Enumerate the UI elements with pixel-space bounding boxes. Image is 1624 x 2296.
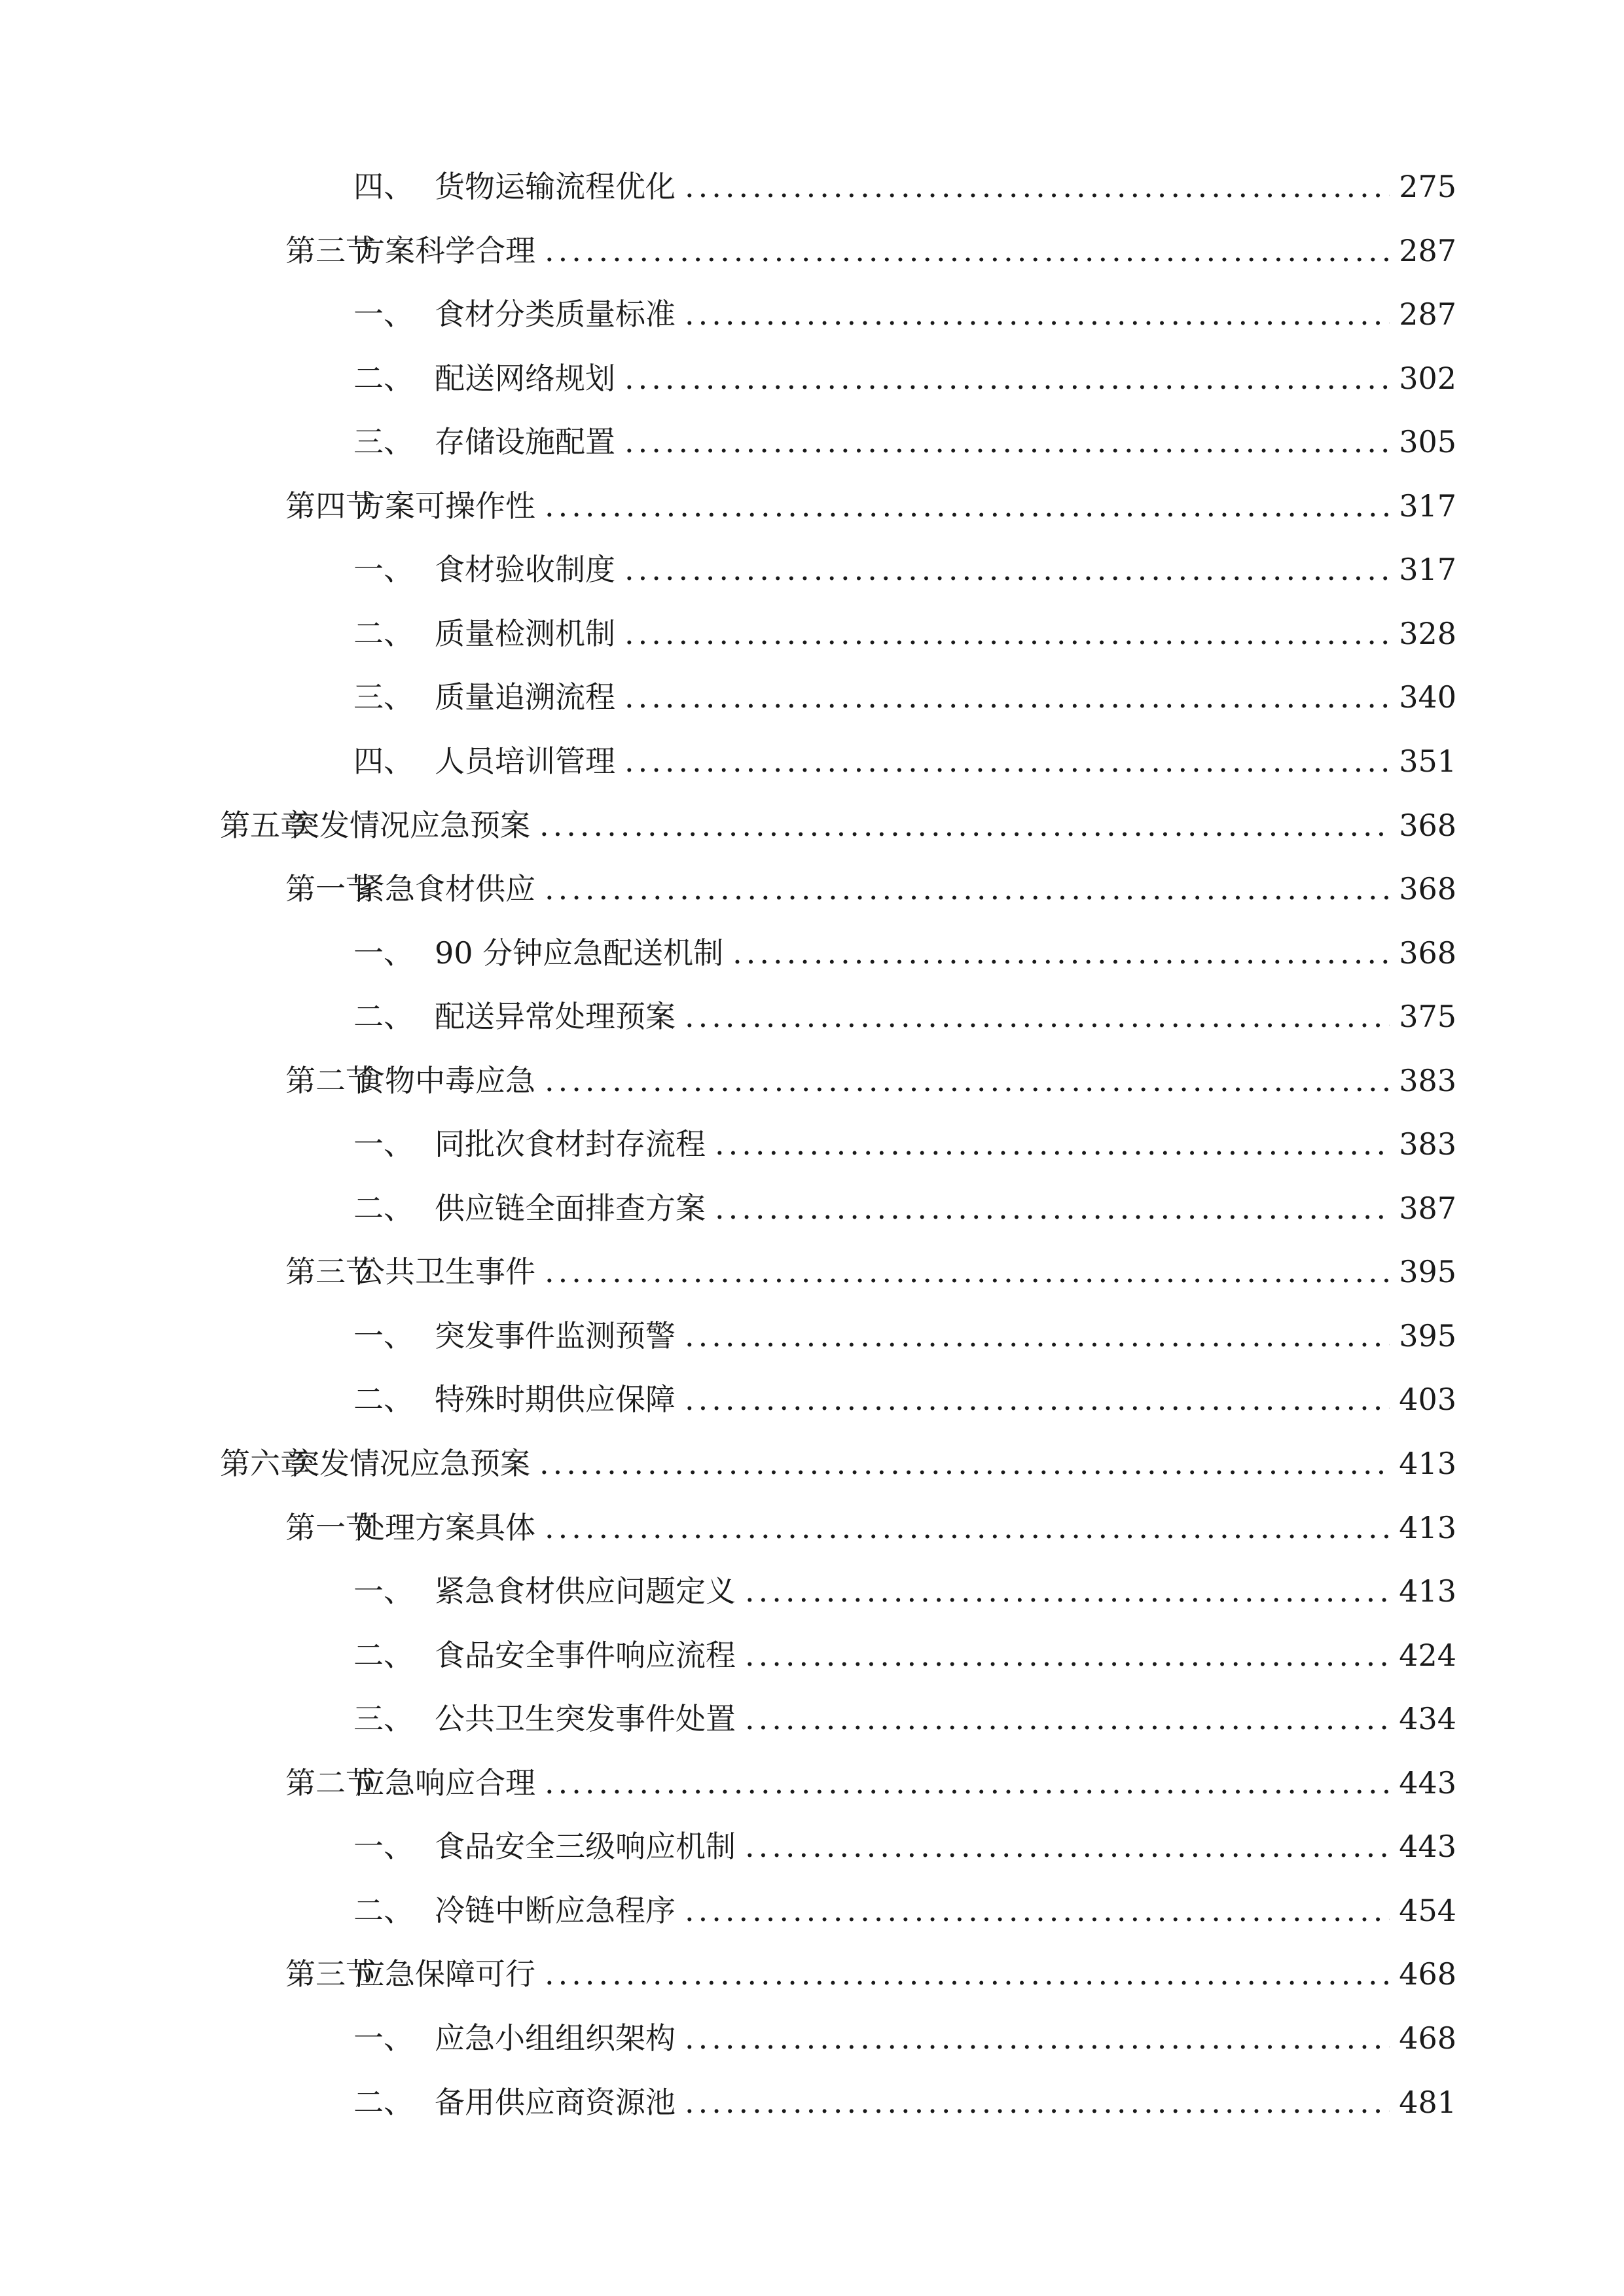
toc-entry-label [353,1001,676,1034]
toc-entry-number: 第三节 [285,1956,376,1992]
toc-entry-number: 一、 [353,1318,414,1354]
toc-entry-label [353,1126,706,1162]
toc-page-number: 468 [1399,1956,1456,1992]
toc-entry-label [285,871,535,907]
toc-entry-title: 紧急食材供应问题定义 [435,1573,736,1609]
toc-entry-label [353,424,615,460]
toc-entry-number: 一、 [353,2020,414,2056]
toc-entry[interactable] [353,1684,1456,1736]
toc-entry-title: 质量追溯流程 [435,679,615,715]
toc-dot-leader [685,2023,1390,2056]
toc-entry[interactable] [220,1429,1456,1481]
toc-page-number: 395 [1399,1318,1456,1354]
toc-entry[interactable] [353,1556,1456,1609]
toc-entry-title: 备用供应商资源池 [435,2084,676,2120]
toc-page-number: 395 [1399,1254,1456,1290]
toc-entry-title: 方案科学合理 [355,232,535,268]
toc-page-number: 328 [1399,615,1456,651]
toc-page-number: 424 [1399,1637,1456,1673]
toc-entry[interactable] [353,1174,1456,1226]
toc-entry[interactable] [285,1748,1456,1801]
toc-entry-number: 三、 [353,679,414,715]
toc-page-number: 302 [1399,360,1456,396]
toc-dot-leader [545,491,1390,524]
toc-page-number: 413 [1399,1509,1456,1545]
toc-page-number: 434 [1399,1701,1456,1737]
toc-page-number: 275 [1399,169,1456,204]
toc-entry-title: 方案可操作性 [355,488,535,524]
toc-entry-title: 食材分类质量标准 [435,296,676,332]
toc-entry-label [353,360,615,396]
toc-entry-label [353,2020,676,2056]
toc-entry-number: 一、 [353,1829,414,1865]
toc-dot-leader [715,1193,1390,1226]
toc-entry-label [353,1701,736,1737]
toc-entry-number: 二、 [353,2084,414,2120]
toc-dot-leader [745,1831,1390,1864]
toc-entry-label [353,1831,736,1864]
toc-entry-label [285,488,535,524]
toc-entry-title: 特殊时期供应保障 [435,1382,676,1418]
toc-entry-label [285,1062,535,1098]
toc-entry-number: 四、 [353,743,414,779]
toc-entry[interactable] [285,1237,1456,1289]
toc-entry-number: 三、 [353,1701,414,1737]
toc-page-number: 481 [1399,2084,1456,2120]
toc-dot-leader [624,746,1390,779]
toc-entry-label [285,1254,535,1290]
toc-entry[interactable] [353,1365,1456,1417]
toc-entry[interactable] [353,1812,1456,1864]
toc-entry[interactable] [353,982,1456,1034]
toc-dot-leader [715,1129,1390,1162]
toc-entry-number: 二、 [353,1892,414,1928]
toc-entry-number: 第三节 [285,232,376,268]
toc-entry-label [353,615,615,651]
toc-entry[interactable] [353,1621,1456,1673]
toc-entry-number: 第一节 [285,1509,376,1545]
toc-entry[interactable] [353,599,1456,651]
toc-dot-leader [685,299,1390,332]
toc-entry-title: 食物中毒应急 [355,1062,535,1098]
toc-entry-title: 配送异常处理预案 [435,999,676,1035]
toc-entry-number: 第三节 [285,1254,376,1290]
toc-entry[interactable] [353,1109,1456,1162]
toc-entry[interactable] [285,471,1456,524]
toc-dot-leader [624,554,1390,587]
toc-entry-number: 二、 [353,1637,414,1673]
toc-page-number: 403 [1399,1382,1456,1418]
toc-dot-leader [624,619,1390,651]
toc-entry-title: 人员培训管理 [435,743,615,779]
toc-dot-leader [545,236,1390,268]
toc-dot-leader [624,363,1390,396]
toc-page-number: 383 [1399,1062,1456,1098]
toc-entry-title: 供应链全面排查方案 [435,1190,706,1226]
toc-entry-label [353,1190,706,1226]
toc-dot-leader [745,1640,1390,1673]
toc-entry-number: 四、 [353,169,414,204]
toc-page-number: 351 [1399,743,1456,779]
toc-page-number: 454 [1399,1892,1456,1928]
toc-entry-title: 冷链中断应急程序 [435,1892,676,1928]
toc-dot-leader [685,1384,1390,1417]
toc-dot-leader [624,682,1390,715]
toc-entry-number: 第二节 [285,1062,376,1098]
toc-dot-leader [685,171,1390,204]
toc-page-number: 317 [1399,488,1456,524]
toc-entry[interactable] [353,662,1456,715]
toc-entry-label [353,1384,676,1417]
toc-entry-number: 一、 [353,935,414,971]
toc-entry-label [353,554,615,587]
toc-dot-leader [545,874,1390,906]
toc-entry-number: 一、 [353,1126,414,1162]
toc-page-number: 305 [1399,424,1456,460]
toc-entry-number: 第六章 [220,1446,310,1481]
toc-entry-title: 突发情况应急预案 [289,1446,530,1481]
toc-page-number: 287 [1399,296,1456,332]
toc-entry[interactable] [285,1939,1456,1992]
toc-dot-leader [545,1959,1390,1992]
toc-entry-number: 二、 [353,615,414,651]
toc-entry-title: 处理方案具体 [355,1509,535,1545]
toc-entry-label [353,679,615,715]
toc-entry-number: 三、 [353,424,414,460]
toc-entry-number: 第五章 [220,807,310,843]
toc-entry[interactable] [353,279,1456,332]
toc-entry-number: 一、 [353,552,414,588]
toc-entry[interactable] [353,535,1456,587]
toc-entry-title: 突发情况应急预案 [289,807,530,843]
toc-entry[interactable] [353,1301,1456,1354]
toc-dot-leader [732,938,1390,971]
toc-entry-title: 公共卫生突发事件处置 [435,1701,736,1737]
toc-page-number: 413 [1399,1446,1456,1481]
toc-entry[interactable] [220,791,1456,843]
toc-entry-number: 二、 [353,999,414,1035]
toc-entry-title: 90 分钟应急配送机制 [435,935,724,971]
toc-page-number: 443 [1399,1829,1456,1865]
toc-dot-leader [545,1066,1390,1098]
toc-entry-title: 货物运输流程优化 [435,169,676,204]
toc-entry[interactable] [353,2068,1456,2120]
toc-entry-number: 二、 [353,360,414,396]
toc-entry-label [220,807,530,843]
toc-dot-leader [545,1768,1390,1801]
toc-entry[interactable] [353,1876,1456,1928]
toc-entry-label [353,1892,676,1928]
toc-entry-title: 存储设施配置 [435,424,615,460]
toc-entry-label [353,743,615,779]
toc-entry-label [285,1765,535,1801]
toc-page-number: 368 [1399,807,1456,843]
toc-page-number: 368 [1399,935,1456,971]
toc-entry-label [285,1956,535,1992]
toc-dot-leader [624,427,1390,459]
toc-page-number: 287 [1399,232,1456,268]
toc-entry-number: 一、 [353,296,414,332]
toc-entry-label [353,1318,676,1354]
toc-entry-number: 一、 [353,1573,414,1609]
toc-entry[interactable] [353,726,1456,779]
toc-dot-leader [545,1513,1390,1545]
toc-dot-leader [685,1895,1390,1928]
toc-entry[interactable] [353,918,1456,971]
toc-entry-label [353,296,676,332]
toc-entry-title: 应急保障可行 [355,1956,535,1992]
toc-entry-label [220,1448,530,1481]
toc-entry-number: 第四节 [285,488,376,524]
toc-dot-leader [539,810,1390,843]
toc-entry[interactable] [353,2003,1456,2056]
toc-entry-title: 食品安全事件响应流程 [435,1637,736,1673]
toc-page-number: 317 [1399,552,1456,588]
toc-entry-label [353,935,724,971]
toc-entry-title: 应急响应合理 [355,1765,535,1801]
toc-page-number: 340 [1399,679,1456,715]
toc-entry-title: 应急小组组织架构 [435,2020,676,2056]
toc-entry[interactable] [285,1046,1456,1098]
toc-entry[interactable] [285,854,1456,906]
toc-entry-label [353,2084,676,2120]
toc-entry-number: 二、 [353,1382,414,1418]
toc-entry[interactable] [285,1493,1456,1545]
toc-entry-title: 食品安全三级响应机制 [435,1829,736,1865]
toc-dot-leader [745,1576,1390,1609]
toc-entry-number: 二、 [353,1190,414,1226]
toc-entry-label [285,232,535,268]
toc-entry[interactable] [353,152,1456,204]
toc-page-number: 468 [1399,2020,1456,2056]
toc-entry-label [353,1637,736,1673]
toc-page-number: 383 [1399,1126,1456,1162]
toc-dot-leader [685,1001,1390,1034]
toc-entry-label [353,1573,736,1609]
toc-entry-label [285,1509,535,1545]
toc-page-number: 413 [1399,1573,1456,1609]
toc-dot-leader [545,1257,1390,1289]
toc-entry-title: 质量检测机制 [435,615,615,651]
toc-dot-leader [539,1448,1390,1481]
toc-entry-title: 紧急食材供应 [355,871,535,907]
toc-entry-number: 第二节 [285,1765,376,1801]
toc-page-number: 375 [1399,999,1456,1035]
toc-dot-leader [745,1704,1390,1736]
toc-page-number: 368 [1399,871,1456,907]
toc-dot-leader [685,2087,1390,2120]
toc-entry[interactable] [353,344,1456,396]
toc-dot-leader [685,1321,1390,1354]
toc-entry-title: 配送网络规划 [435,360,615,396]
toc-entry-label [353,171,676,204]
toc-entry[interactable] [285,216,1456,268]
toc-entry-number: 第一节 [285,871,376,907]
toc-entry-title: 食材验收制度 [435,552,615,588]
toc-entry[interactable] [353,407,1456,459]
toc-page-number: 443 [1399,1765,1456,1801]
toc-page-number: 387 [1399,1190,1456,1226]
toc-entry-title: 突发事件监测预警 [435,1318,676,1354]
toc-entry-title: 公共卫生事件 [355,1254,535,1290]
toc-entry-title: 同批次食材封存流程 [435,1126,706,1162]
